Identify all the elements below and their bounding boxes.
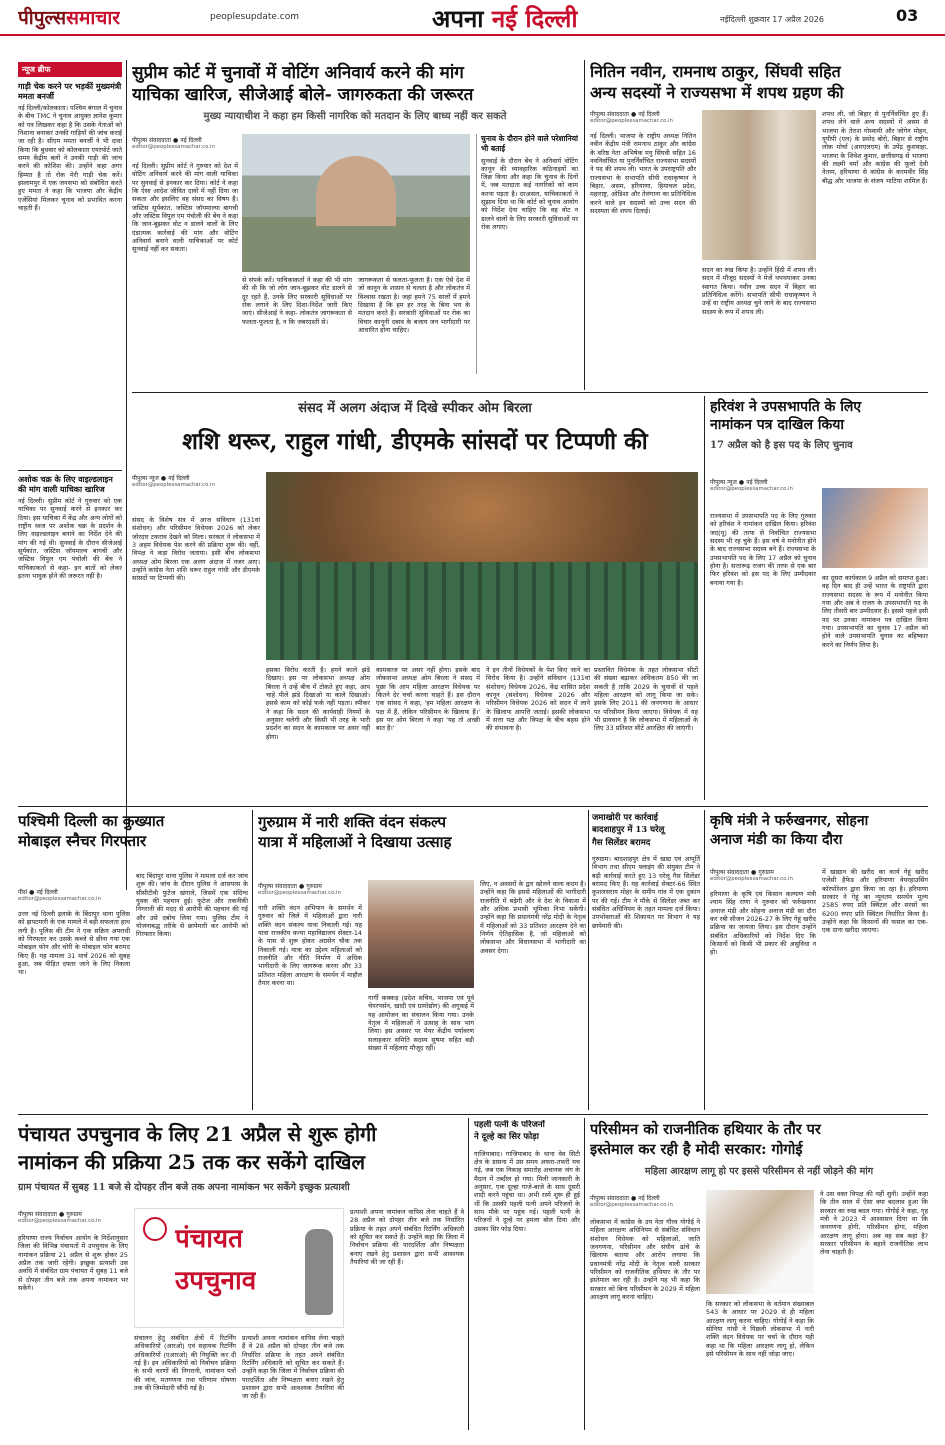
story-email[interactable]: editor@peoplessamachar.co.in bbox=[18, 896, 101, 902]
story-headline: नितिन नवीन, रामनाथ ठाकुर, सिंघवी सहित अन्य सदस्यों ने राज्यसभा में शपथ ग्रहण की bbox=[590, 62, 844, 102]
inked-finger-icon bbox=[305, 1229, 333, 1315]
graphic-title-2: उपचुनाव bbox=[175, 1266, 257, 1296]
story-text-col2: में खाद्यान की खरीद का कार्य गेहूं खरीद एजेंसी हैफेड और हरियाणा वेयरहाउसिंग कॉरपोरेशन द्वारा किया जा रहा है। हरियाणा सरकार ने गेहूं का न्यूनतम समर्थन मूल्य 2585 रुपए प्रति क्विंटल और सरसों का 6200 रुपए प्रति क्विंटल निर्धारित किया है। उन्होंने कहा कि किसानों की फसल का एक-एक दाना खरीदा जाएगा। bbox=[822, 868, 928, 935]
story-byline: पीपुल्स न्यूज ● नई दिल्ली editor@peoplessamachar.co.in bbox=[132, 474, 264, 488]
story-text-col1: राज्यसभा में उपसभापति पद के लिए गुरुवार को हरिवंश ने नामांकन दाखिल किया। हरिवंश जद(यू) की तरफ से निर्वाचित राज्यसभा सदस्य भी रह चुके हैं। इस वर्ष वे मनोनीत होने के बाद राज्यसभा सदस्य बने हैं। राज्यसभा के उपसभापति पद के लिए 17 अप्रैल को चुनाव होना है। सत्तारूढ़ राजग की तरफ से एक बार फिर हरिवंश को इस पद के लिए उम्मीदवार बनाया गया है। bbox=[710, 512, 816, 587]
story-byline: पीपुल्स संवाददाता ● गुरुग्राम editor@peoplessamachar.co.in bbox=[710, 868, 816, 882]
ballot-icon bbox=[143, 1217, 167, 1241]
story-text-col5: प्रस्तावित विधेयक के तहत लोकसभा सीटों की संख्या बढ़ाकर अधिकतम 850 की जा सकती है ताकि 2029 के चुनावों से पहले महिला आरक्षण को लागू किया जा सके। इसके लिए 2011 की जनगणना के आधार पर परिसीमन किया जाएगा। विधेयक में यह भी प्रावधान है कि लोकसभा में महिलाओं के लिए 33 प्रतिशत सीटें आरक्षित की जाएंगी। bbox=[594, 666, 698, 733]
brief-headline-2: अशोक चक्र के लिए वाइल्डलाइन की मांग वाली याचिका खारिज bbox=[18, 474, 113, 494]
story-headline: सुप्रीम कोर्ट में चुनावों में वोटिंग अनिवार्य करने की मांग याचिका खारिज, सीजेआई बोले- जागरुकता की जरूरत bbox=[132, 63, 474, 106]
story-gogoi bbox=[590, 1120, 928, 1430]
story-email[interactable]: editor@peoplessamachar.co.in bbox=[590, 118, 673, 124]
story-email[interactable]: editor@peoplessamachar.co.in bbox=[18, 1218, 101, 1224]
newspaper-logo: पीपुल्ससमाचार bbox=[18, 7, 121, 29]
story-text-col2: बाद बिंदापुर थाना पुलिस ने मामला दर्ज कर जांच शुरू की। जांच के दौरान पुलिस ने आसपास के सीसीटीवी फुटेज खंगाले, जिसमें एक संदिग्ध युवक की पहचान हुई। फुटेज और तकनीकी निगरानी की मदद से आरोपी की पहचान की गई और उसे दबोच लिया गया। पुलिस टीम ने योजनाबद्ध तरीके से छापेमारी कर आरोपी को गिरफ्तार किया। bbox=[136, 872, 248, 939]
story-byline: पीसं ● नई दिल्ली editor@peoplessamachar.co.in bbox=[18, 888, 130, 902]
story-text-col1: नई दिल्ली। भाजपा के राष्ट्रीय अध्यक्ष नितिन नवीन केंद्रीय मंत्री रामनाथ ठाकुर और कांग्रेस के वरिष्ठ नेता अभिषेक मनु सिंघवी सहित 16 नवनिर्वाचित या पुनर्निर्वाचित राज्यसभा सदस्यों ने पद की शपथ ली। भारत के उपराष्ट्रपति और राज्यसभा के सभापति सीपी राधाकृष्णन ने बिहार, असम, हरियाणा, हिमाचल प्रदेश, महाराष्ट्र, ओडिशा और तेलंगाना का प्रतिनिधित्व करने वाले इन सदस्यों को उच्च सदन की सदस्यता की शपथ दिलाई। bbox=[590, 132, 696, 215]
sidebar-headline: चुनाव के दौरान होने वाले परेशानियां भी बताई bbox=[481, 134, 578, 153]
story-text-col2: संचालन हेतु संबंधित क्षेत्रों में रिटर्निंग अधिकारियों (आरओ) एवं सहायक रिटर्निंग अधिकारियों (एआरओ) की नियुक्ति कर दी गई है। इन अधिकारियों को निर्वाचन प्रक्रिया के सभी चरणों की निगरानी, नामांकन पत्रों की जांच, मतगणना तथा परिणाम घोषणा तक की जिम्मेदारी सौंपी गई है। bbox=[134, 1334, 236, 1392]
story-text-col3: प्रत्याशी अपना नामांकन वापिस लेना चाहते हैं वे 28 अप्रैल को दोपहर तीन बजे तक निर्धारित प्रक्रिया के तहत अपने संबंधित रिटर्निंग अधिकारी को सूचित कर सकते हैं। उन्होंने कहा कि जिला में निर्वाचन प्रक्रिया की पारदर्शिता और निष्पक्षता बनाए रखने हेतु प्रशासन द्वारा सभी आवश्यक तैयारियां की जा रही हैं। bbox=[242, 1334, 344, 1401]
story-rajya-sabha-oath bbox=[590, 62, 928, 392]
issue-date: नईदिल्ली शुक्रवार 17 अप्रैल 2026 bbox=[720, 15, 824, 24]
story-text-col1: उत्तर नई दिल्ली इलाके के बिंदापुर थाना पुलिस को झपटमारी के एक मामले में बड़ी सफलता हाथ लगी है। पुलिस की टीम ने एक सक्रिय अपराधी को गिरफ्तार कर उसके कब्जे से छीना गया एक मोबाइल फोन और चोरी के मोबाइल फोन बरामद किए हैं। यह मामला 31 मार्च 2026 को सुबह हुआ, जब पीड़ित दफ्तर जाने के लिए निकला था। bbox=[18, 910, 130, 977]
gogoi-photo bbox=[706, 1190, 814, 1294]
story-harivansh bbox=[710, 398, 928, 800]
oath-photo bbox=[702, 110, 816, 260]
story-gas-cylinder bbox=[592, 812, 700, 1112]
story-subheadline: 17 अप्रैल को है इस पद के लिए चुनाव bbox=[710, 440, 853, 452]
story-text-col2: कि सरकार को लोकसभा के वर्तमान संख्याबल 543 के आधार पर 2029 से ही महिला आरक्षण लागू करना चाहिए। गोगोई ने कहा कि सोनिया गांधी ने पिछली लोकसभा में नारी शक्ति वंदन विधेयक पर चर्चा के दौरान यही कहा था कि महिला आरक्षण लागू हो, लेकिन इसे परिसीमन के साथ नहीं जोड़ा जाए। bbox=[706, 1300, 814, 1358]
story-headline: पंचायत उपचुनाव के लिए 21 अप्रैल से शुरू होगी नामांकन की प्रक्रिया 25 तक कर सकेंगे दाखिल bbox=[18, 1122, 377, 1174]
supreme-court-photo bbox=[242, 134, 470, 272]
lok-sabha-photo bbox=[266, 472, 698, 660]
graphic-title-1: पंचायत bbox=[175, 1224, 243, 1254]
story-text: गाजियाबाद। गाजियाबाद के थाना वेव सिटी क्षेत्र के डासना में उस समय अफरा-तफरी मच गई, जब एक निकाह समारोह अचानक जंग के मैदान में तब्दील हो गया। मिली जानकारी के अनुसार, एक दूल्हा गाजे-बाजे के साथ दूसरी शादी करने पहुंचा था। अभी रस्में शुरू ही हुई थीं कि उसकी पहली पत्नी अपने परिजनों के साथ मौके पर पहुंच गई। पहली पत्नी के परिजनों ने दूल्हे पर हमला बोल दिया और उसका सिर फोड़ दिया। bbox=[474, 1149, 580, 1233]
story-text-col2: से संपर्क करें। याचिकाकर्ता ने कहा की भी मांग की थी कि जो लोग जान-बूझकर वोट डालने से दूर रहते हैं, उनके लिए सरकारी सुविधाओं पर रोक लगाने के लिए दिशा-निर्देश जारी किए जाएं। सीजेआई ने कहा- लोकतंत्र जागरूकता से फलता-फूलता है, न कि जबरदस्ती से। bbox=[242, 276, 352, 326]
story-headline: शशि थरूर, राहुल गांधी, डीएमके सांसदों पर टिप्पणी की bbox=[182, 428, 648, 455]
story-email[interactable]: editor@peoplessamachar.co.in bbox=[710, 876, 793, 882]
story-text-col4: ने इन तीनों विधेयकों के पेश किए जाने का विरोध किया है। उन्होंने संविधान (131वां संशोधन) विधेयक 2026, केंद्र शासित प्रदेश कानून (संशोधन) विधेयक 2026 और परिसीमन विधेयक 2026 को सदन में लाने के खिलाफ आपत्ति जताई। इसकी लोकसभा में सत्ता पक्ष और विपक्ष के बीच बहस होने की संभावना है। bbox=[486, 666, 590, 733]
story-om-birla bbox=[132, 398, 698, 798]
story-byline: पीपुल्स संवाददाता ● नई दिल्ली editor@peoplessamachar.co.in bbox=[590, 110, 696, 124]
story-subheadline: महिला आरक्षण लागू हो पर इससे परिसीमन से नहीं जोड़ने की मांग bbox=[644, 1165, 874, 1177]
story-text-col1: लोकसभा में कांग्रेस के उप नेता गौरव गोगोई ने महिला आरक्षण अधिनियम से संबंधित संविधान संशोधन विधेयक को महिलाओं, जाति जनगणना, परिसीमन और संघीय ढांचे के खिलाफ बताया और आरोप लगाया कि प्रधानमंत्री नरेंद्र मोदी के नेतृत्व वाली सरकार परिसीमन को राजनीतिक हथियार के तौर पर इस्तेमाल कर रही है। उन्होंने यह भी कहा कि सरकार को बिना परिसीमन के 2029 में महिला आरक्षण लागू करना चाहिए। bbox=[590, 1218, 700, 1301]
story-text-col3: शपथ ली, जो बिहार से पुनर्निर्वाचित हुए हैं। शपथ लेने वाले अन्य सदस्यों में असम से भाजपा के तेराश गोस्वामी और जोगेन मोहन, यूपीपी (एल) के प्रमोद बोरो, बिहार से राष्ट्रीय लोक मोर्चा (आरएलएम) के उपेंद्र कुशवाहा, भाजपा के शिवेश कुमार, छत्तीसगढ़ से भाजपा की लक्ष्मी वर्मा और कांग्रेस की फूलो देवी नेताम, हरियाणा से कांग्रेस के करमवीर सिंह बौद्ध और भाजपा के संजय भाटिया शामिल हैं। bbox=[822, 110, 928, 185]
brief-headline-1: गाड़ी चेक करने पर भड़कीं मुख्यमंत्री ममता बनर्जी bbox=[18, 81, 122, 101]
story-kicker: संसद में अलग अंदाज में दिखे स्पीकर ओम बिरला bbox=[298, 401, 532, 416]
story-subheadline: ग्राम पंचायत में सुबह 11 बजे से दोपहर तीन बजे तक अपना नामांकन भर सकेंगे इच्छुक प्रत्याशी bbox=[18, 1182, 350, 1193]
yatra-photo bbox=[368, 880, 474, 988]
story-text-col1: हरियाणा राज्य निर्वाचन आयोग के निर्देशानुसार जिला की विभिन्न पंचायतों में उपचुनाव के लिए नामांकन प्रक्रिया 21 अप्रैल से शुरू होकर 25 अप्रैल तक जारी रहेगी। इच्छुक प्रत्याशी उस अवधि में संबंधित ग्राम पंचायत में सुबह 11 बजे से दोपहर तीन बजे तक अपना नामांकन भर सकेंगे। bbox=[18, 1234, 128, 1292]
story-subheadline: मुख्य न्यायाधीश ने कहा हम किसी नागरिक को मतदान के लिए बाध्य नहीं कर सकते bbox=[203, 111, 507, 123]
story-byline: पीपुल्स संवाददाता ● गुरुग्राम editor@peoplessamachar.co.in bbox=[18, 1210, 128, 1224]
story-text-col2: सदन का रुख किया है। उन्होंने हिंदी में शपथ ली। सदन में मौजूद सदस्यों ने मेजें थपथपाकर उनका स्वागत किया। नवीन उच्च सदन में बिहार का प्रतिनिधित्व करेंगे। सभापति सीपी राधाकृष्णन ने उन्हें वा राष्ट्रीय अध्यक्ष चुने जाने के बाद राज्यसभा सदस्य के रूप में शपथ ली। bbox=[702, 266, 816, 316]
page-number: 03 bbox=[896, 6, 919, 25]
story-text-col3: ने उस वक्त विपक्ष की नहीं सुनी। उन्होंने कहा कि तीन साल में ऐसा क्या बदलाव हुआ कि सरकार का रुख बदल गया। गोगोई ने कहा, गृह मंत्री ने 2023 में आश्वासन दिया था कि जनगणना होगी, परिसीमन होगा, महिला आरक्षण लागू होगा। अब वह सब कहां है? सरकार परिसीमन के बहाने राजनीतिक लाभ लेना चाहती है। bbox=[820, 1190, 928, 1257]
story-text-col2: गार्गी कक्कड़ (प्रदेश सचिव, भाजपा एवं पूर्व चेयरपर्सन, खादी एवं ग्रामोद्योग) की अगुवाई में यह आयोजन का संचालन किया गया। उनके नेतृत्व में महिलाओं ने उत्साह के साथ भाग लिया। इस अवसर पर मेयर केंद्रीय पर्यावरण सलाहकार समिति सदस्य सुषमा सहित बड़ी संख्या में महिलाएं मौजूद रहीं। bbox=[368, 994, 474, 1052]
story-text: गुरुग्राम। बादशाहपुर क्षेत्र में खाद्य एवं आपूर्ति विभाग तथा सीएम फ्लाइंग की संयुक्त टीम ने बड़ी कार्रवाई करते हुए 13 घरेलू गैस सिलेंडर बरामद किए हैं। यह कार्रवाई सेक्टर-66 स्थित कुशलसराय मोहर के समीप गांव में एक दुकान पर की गई। टीम ने मौके से सिलेंडर जब्त कर संबंधित अधिनियम के तहत मामला दर्ज किया। उपभोक्ताओं की शिकायत पर विभाग ने यह छापेमारी की। bbox=[592, 854, 700, 930]
story-byline: पीपुल्स संवाददाता ● नई दिल्ली editor@peoplessamachar.co.in bbox=[590, 1194, 700, 1208]
story-headline: गुरुग्राम में नारी शक्ति वंदन संकल्प यात्रा में महिलाओं ने दिखाया उत्साह bbox=[258, 813, 452, 852]
brief-text-2: नई दिल्ली। सुप्रीम कोर्ट ने गुरुवार को एक याचिका पर सुनवाई करने से इनकार कर दिया। इस याचिका में केंद्र और अन्य लोगों को राष्ट्रीय ध्वज पर अशोक चक्र के प्रदर्शन के लिए वाइल्डलाइन बनाने का निर्देश देने की मांग की गई थी। सुनवाई के दौरान सीजेआई सूर्यकांत, जस्टिस जॉयमाल्य बागची और जस्टिस विपुल एम पंचोली की बेंच ने याचिकाकर्ता से कहा- इन बातों को लेकर इतना भावुक होने की जरूरत नहीं है। bbox=[18, 497, 122, 580]
story-supreme-court bbox=[132, 62, 578, 374]
story-email[interactable]: editor@peoplessamachar.co.in bbox=[132, 144, 215, 150]
story-byline: पीपुल्स संवाददाता ● गुरुग्राम editor@peoplessamachar.co.in bbox=[258, 882, 362, 896]
story-headline: कृषि मंत्री ने फर्रुखनगर, सोहना अनाज मंडी का किया दौरा bbox=[710, 813, 869, 848]
edition-name: अपना नई दिल्ली bbox=[432, 4, 578, 33]
story-panchayat-bypoll bbox=[18, 1120, 464, 1430]
story-headline: पश्चिमी दिल्ली का कुख्यात मोबाइल स्नैचर गिरफ्तार bbox=[18, 812, 165, 850]
story-mobile-snatcher bbox=[18, 812, 248, 1112]
story-text-col1: संसद के विशेष सत्र में आज संविधान (131वां संशोधन) और परिसीमन विधेयक 2026 को लेकर जोरदार टकराव देखने को मिला। सरकार ने लोकसभा में 3 अहम विधेयक पेश करने की प्रक्रिया शुरू की। वहीं, विपक्ष ने कड़ा विरोध जताया। इसी बीच लोकसभा अध्यक्ष ओम बिरला एक अलग अंदाज में नजर आए। उन्होंने कांग्रेस नेता शशि थरूर राहुल गांधी और डीएमके सांसदों पर टिप्पणी की। bbox=[132, 516, 260, 583]
harivansh-photo bbox=[822, 488, 928, 568]
sidebar-text: सुनवाई के दौरान बेंच ने अनिवार्य वोटिंग कानून की व्यावहारिक कठिनाइयों का जिक्र किया और कहा कि चुनाव के दिनों में, जब मतदाता कई नागरिकों को काम करना पड़ता है। दरअसल, याचिकाकर्ता ने सुझाव दिया था कि कोर्ट को चुनाव आयोग को निर्देश देना चाहिए कि वह वोट न डालने वालों के लिए सरकारी सुविधाओं पर रोक लगाए। bbox=[481, 156, 578, 232]
story-headline: पहली पत्नी के परिजनों ने दूल्हे का सिर फोड़ा bbox=[474, 1120, 545, 1142]
story-text-col3: कामकाज पर असर नहीं होगा। इसके बाद लोकसभा अध्यक्ष ओम बिरला ने संसद में पूछा कि आप महिला आरक्षण विधेयक पर कितने देर चर्चा करना चाहते हैं। इस दौरान एक सांसद ने कहा, 'हम महिला आरक्षण के पक्ष में हैं, लेकिन परिसीमन के खिलाफ हैं।' इस पर ओम बिरला ने कहा 'यह तो अच्छी बात है।' bbox=[376, 666, 480, 733]
story-first-wife bbox=[474, 1120, 580, 1430]
story-agriculture-minister bbox=[710, 812, 928, 1112]
story-text-col1: नई दिल्ली। सुप्रीम कोर्ट ने गुरुवार को देश में वोटिंग अनिवार्य करने की मांग वाली याचिका पर सुनवाई से इनकार कर दिया। कोर्ट ने कहा कि ऐसा आदेश जीवित दावों में नहीं दिया जा सकता और इसलिए वह संसद का विषय है। जस्टिस सूर्यकांत, जस्टिस जॉयमाल्या बागची और जस्टिस विपुल एम पंचोली की बेंच ने कहा कि जान-बूझकर वोट न डालने वालों के लिए दंडात्मक कार्रवाई की मांग और वोटिंग अनिवार्य बनाने वाली याचिकाओं पर कोर्ट सुनवाई नहीं कर सकता। bbox=[132, 162, 238, 254]
story-byline: पीपुल्स संवाददाता ● नई दिल्ली editor@peoplessamachar.co.in bbox=[132, 136, 238, 150]
story-email[interactable]: editor@peoplessamachar.co.in bbox=[132, 482, 215, 488]
story-email[interactable]: editor@peoplessamachar.co.in bbox=[590, 1202, 673, 1208]
panchayat-bypoll-graphic bbox=[134, 1208, 344, 1328]
story-text-col1: नारी शक्ति वंदन अभियान के समर्थन में गुरुवार को जिले में महिलाओं द्वारा नारी शक्ति वंदन संकल्प यात्रा निकाली गई। यह यात्रा राजकीय कन्या महाविद्यालय सेक्टर-14 के पास से शुरू होकर अग्रसेन चौक तक निकाली गई। यात्रा का उद्देश्य महिलाओं को राजनीति और नीति निर्माण में अधिक भागीदारी के लिए जागरूक करना और 33 प्रतिशत महिला आरक्षण के समर्थन में माहौल तैयार करना था। bbox=[258, 904, 362, 987]
news-brief-column bbox=[18, 62, 122, 892]
masthead bbox=[0, 0, 945, 36]
brief-text-1: नई दिल्ली/कोलकाता। पश्चिम बंगाल में चुनाव के बीच TMC ने चुनाव आयुक्त ज्ञानेश कुमार को पत्र लिखकर कहा है कि उसके नेताओं को निशाना बनाकर उनकी गाड़ियों की जांच कराई जा रही है। सीएम ममता बनर्जी ने भी दावा किया कि बुधवार को कोलकाता एयरपोर्ट जाते समय केंद्रीय बलों ने उनकी गाड़ी की जांच करने की कोशिश की। उन्होंने कहा अगर हिम्मत है तो रोक मेरी गाड़ी चेक करें। इस्लामपुर में एक जनसभा को संबोधित करते हुए ममता ने कहा कि भाजपा और केंद्रीय एजेंसियां मिलकर चुनाव को प्रभावित करना चाहती हैं। bbox=[18, 104, 122, 212]
story-text-col4: प्रत्याशी अपना नामांकन वापिस लेना चाहते हैं वे 28 अप्रैल को दोपहर तीन बजे तक निर्धारित प्रक्रिया के तहत अपने संबंधित रिटर्निंग अधिकारी को सूचित कर सकते हैं। उन्होंने कहा कि जिला में निर्वाचन प्रक्रिया की पारदर्शिता और निष्पक्षता बनाए रखने हेतु प्रशासन द्वारा सभी आवश्यक तैयारियां की जा रही हैं। bbox=[350, 1208, 464, 1266]
story-email[interactable]: editor@peoplessamachar.co.in bbox=[710, 486, 793, 492]
story-text-col3: लिए, न अवसरों के द्वार खोलने वाला कदम है। उन्होंने कहा कि इससे महिलाओं की भागीदारी राजनीति में बढ़ेगी और वे देश के विकास में और अधिक प्रभावी भूमिका निभा सकेंगी। उन्होंने कहा कि प्रधानमंत्री नरेंद्र मोदी के नेतृत्व में महिलाओं को 33 प्रतिशत आरक्षण देने का निर्णय ऐतिहासिक है, जो महिलाओं को लोकसभा और विधानसभा में भागीदारी का अवसर देगा। bbox=[480, 880, 586, 955]
story-email[interactable]: editor@peoplessamachar.co.in bbox=[258, 890, 341, 896]
sidebar-box bbox=[476, 134, 578, 374]
story-headline: परिसीमन को राजनीतिक हथियार के तौर पर इस्तेमाल कर रही है मोदी सरकार: गोगोई bbox=[590, 1121, 821, 1159]
story-text-col2: इसका विरोध करती है। हमने काले झंडे दिखाए। इस पर लोकसभा अध्यक्ष ओम बिरला ने उन्हें बीच में टोकते हुए कहा, आप चाहे पीले झंडे दिखाओ या काले दिखाओ। इससे काम को कोई फर्क नहीं पड़ता। स्पीकर ने कहा कि सदन की कार्यवाही नियमों के अनुसार चलेगी और किसी भी तरह के भारी प्रदर्शन का सदन के कामकाज पर असर नहीं होगा। bbox=[266, 666, 370, 741]
story-nari-shakti bbox=[258, 812, 586, 1112]
story-headline: जमाखोरी पर कार्रवाई बादशाहपुर में 13 घरेलू गैस सिलेंडर बरामद bbox=[592, 813, 665, 848]
news-brief-label: न्यूज ब्रीफ bbox=[18, 62, 122, 77]
story-byline: पीपुल्स न्यूज ● नई दिल्ली editor@peoplessamachar.co.in bbox=[710, 478, 928, 492]
website-url[interactable]: peoplesupdate.com bbox=[210, 12, 299, 22]
story-text-col3: जागरूकता से फलता-फूलता है। एक ऐसे देश में जो कानून के शासन से चलता है और लोकतंत्र में विश्वास रखता है। जहां हमने 75 सालों में हमने दिखाया है कि हम हर तरह के बिना भय के मतदान करते हैं। सरकारी सुविधाओं पर रोक का विचार कानूनी दबाव के बजाय जन भागीदारी पर आधारित होना चाहिए। bbox=[358, 276, 470, 334]
story-headline: हरिवंश ने उपसभापति के लिए नामांकन पत्र दाखिल किया bbox=[710, 399, 862, 434]
story-text-col2: का दूसरा कार्यकाल 9 अप्रैल को समाप्त हुआ। वह दिन बाद ही उन्हें भारत के राष्ट्रपति द्वारा राज्यसभा सदस्य के रूप में मनोनीत किया गया और अब वे राजग के उपसभापति पद के लिए तीसरी बार उम्मीदवार हैं। इससे पहले इसी पद पर उनका नामांकन पत्र दाखिल किया गया। उपसभापति का चुनाव 17 अप्रैल को होने वाले उपसभापति चुनाव का बहिष्कार करने का निर्णय लिया है। bbox=[822, 574, 928, 649]
story-text-col1: हरियाणा के कृषि एवं किसान कल्याण मंत्री श्याम सिंह राणा ने गुरुवार को फर्रुखनगर अनाज मंडी और सोहना अनाज मंडी का दौरा कर रबी सीजन 2026-27 के लिए गेहूं खरीद प्रक्रिया का जायजा लिया। इस दौरान उन्होंने संबंधित अधिकारियों को निर्देश दिए कि किसानों को किसी भी प्रकार की असुविधा न हो। bbox=[710, 890, 816, 957]
